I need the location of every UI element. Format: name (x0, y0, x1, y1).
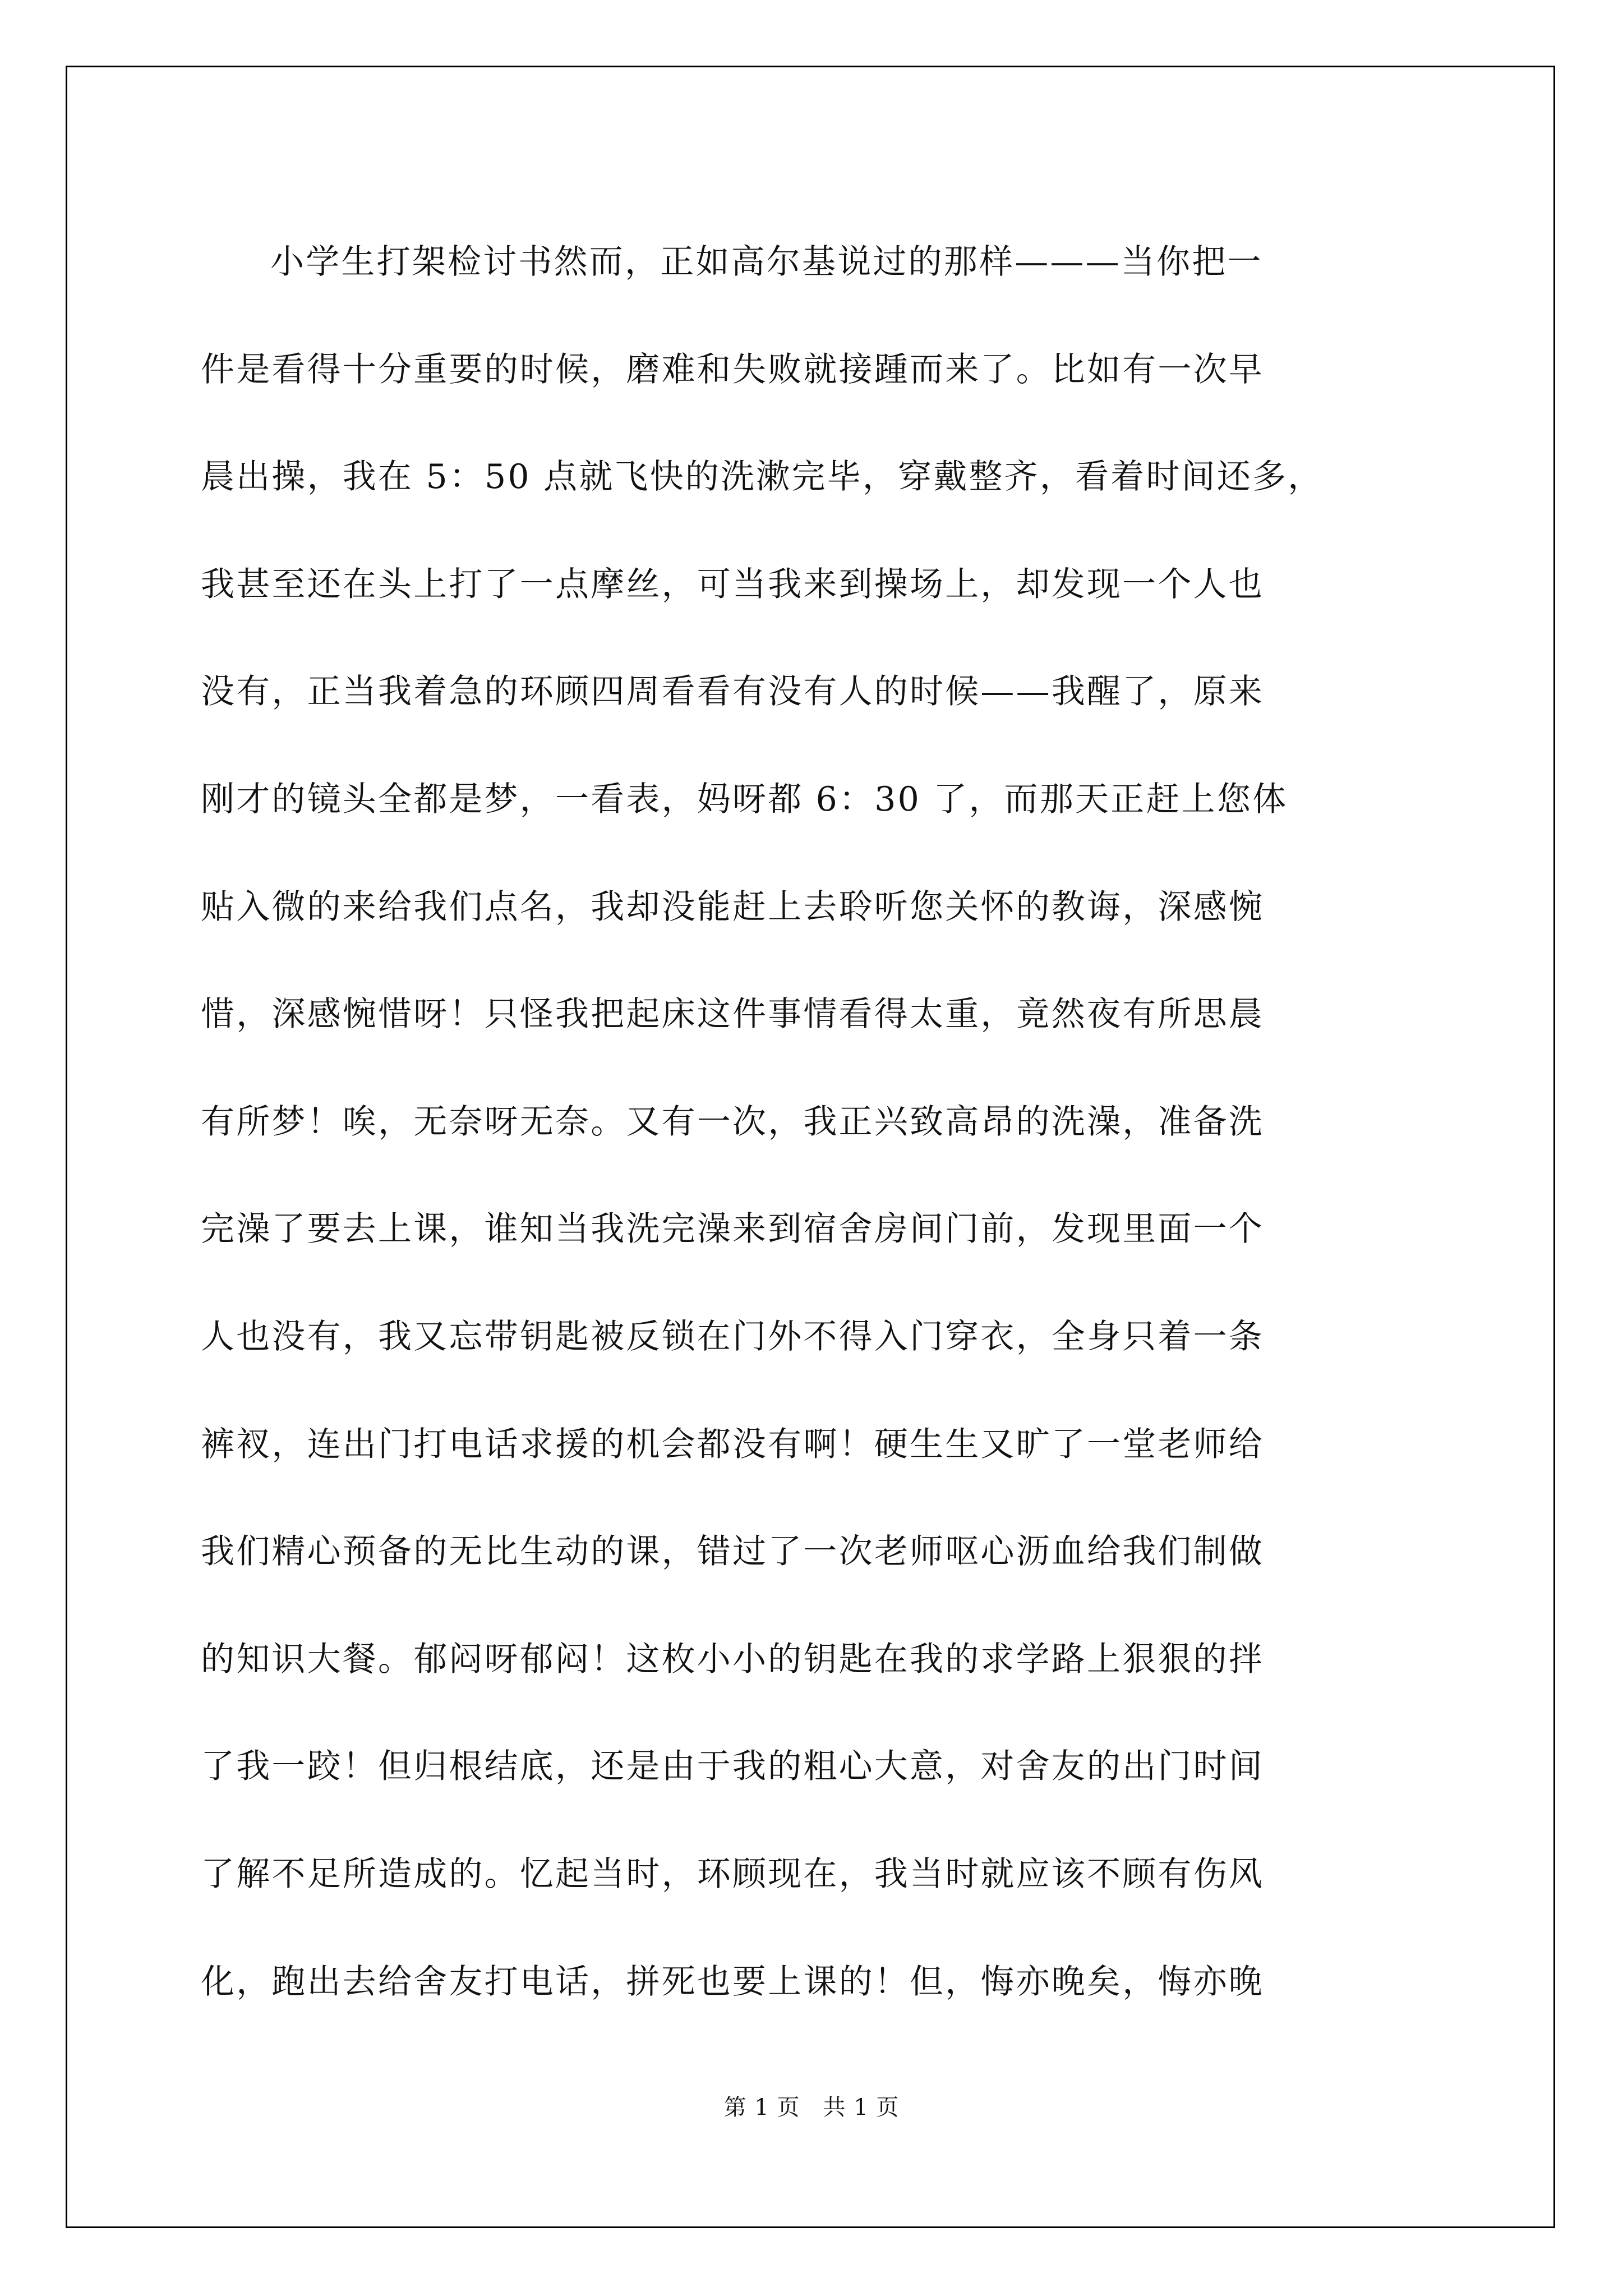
text-line: 人也没有，我又忘带钥匙被反锁在门外不得入门穿衣，全身只着一条 (201, 1317, 1264, 1356)
page-number-footer: 第 1 页 共 1 页 (723, 2095, 900, 2120)
text-line: 惜，深感惋惜呀！只怪我把起床这件事情看得太重，竟然夜有所思晨 (201, 995, 1264, 1034)
text-line: 我甚至还在头上打了一点摩丝，可当我来到操场上，却发现一个人也 (201, 564, 1264, 604)
text-line: 完澡了要去上课，谁知当我洗完澡来到宿舍房间门前，发现里面一个 (201, 1209, 1264, 1249)
text-line: 我们精心预备的无比生动的课，错过了一次老师呕心沥血给我们制做 (201, 1532, 1264, 1572)
text-line: 化，跑出去给舍友打电话，拼死也要上课的！但，悔亦晚矣，悔亦晚 (201, 1962, 1264, 2001)
text-line: 晨出操，我在 5：50 点就飞快的洗漱完毕，穿戴整齐，看着时间还多， (201, 457, 1324, 497)
text-line: 了解不足所造成的。忆起当时，环顾现在，我当时就应该不顾有伤风 (201, 1854, 1264, 1894)
text-line: 件是看得十分重要的时候，磨难和失败就接踵而来了。比如有一次早 (201, 349, 1264, 389)
text-line: 没有，正当我着急的环顾四周看看有没有人的时候——我醒了，原来 (201, 672, 1264, 712)
text-line: 刚才的镜头全都是梦，一看表，妈呀都 6：30 了，而那天正赶上您体 (201, 779, 1288, 819)
text-line: 了我一跤！但归根结底，还是由于我的粗心大意，对舍友的出门时间 (201, 1747, 1264, 1787)
text-line: 的知识大餐。郁闷呀郁闷！这枚小小的钥匙在我的求学路上狠狠的拌 (201, 1639, 1264, 1679)
text-line: 裤衩，连出门打电话求援的机会都没有啊！硬生生又旷了一堂老师给 (201, 1424, 1264, 1464)
document-body (201, 209, 1426, 2036)
text-line: 贴入微的来给我们点名，我却没能赶上去聆听您关怀的教诲，深感惋 (201, 887, 1264, 927)
text-line: 有所梦！唉，无奈呀无奈。又有一次，我正兴致高昂的洗澡，准备洗 (201, 1102, 1264, 1142)
text-line: 小学生打架检讨书然而，正如高尔基说过的那样———当你把一 (270, 242, 1263, 282)
